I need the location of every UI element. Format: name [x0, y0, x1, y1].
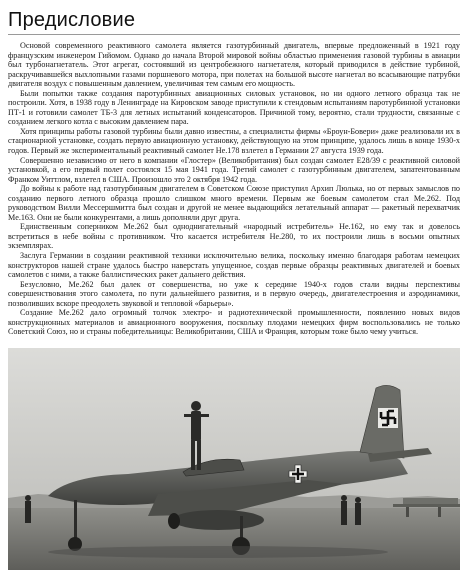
engine-intake — [168, 513, 180, 529]
aircraft-shadow — [48, 546, 388, 558]
paragraph-6: Единственным соперником Me.262 был одноднигательный «народный истребитель» Не.162, но ему так и довелось встретиться в небе войны с противником. Что касается истребителя Не.280, то их построили лишь в восьми опытных экземплярах. — [8, 222, 460, 251]
paragraph-3: Хотя принципы работы газовой турбины были давно известны, а специалисты фирмы «Броун-Бовери» даже реализовали их в стационарной установке, создать первую авиационную установку, действующую на этом принципе, удалось лишь в конце 1930-х годов. Первый же экспериментальный реактивный самолет Не.178 взлетел в Германии 27 августа 1939 года. — [8, 126, 460, 156]
paragraph-7: Заслуга Германии в создании реактивной техники исключительно велика, поскольку именно благодаря работам немецких конструкторов нашей стране удалось быстро наверстать упущенное, создав первые образцы реактивных двигателей и боевых самолетов с ними, а также баллистических ракет дальнего действия. — [8, 251, 460, 280]
tail-marking-icon — [378, 408, 398, 428]
paragraph-4: Совершенно независимо от него в компании «Глостер» (Великобритания) был создан самолет Е28/39 с реактивной силовой установкой, а его первый полет состоялся 15 мая 1941 года. Третий самолет с газотурбинным двигателем, запатентованным Франком Уиттлом, взлетел в США. Произошло это 2 октября 1942 года. — [8, 155, 460, 184]
paragraph-1: Основой современного реактивного самолета является газотурбинный двигатель, впервые предложенный в 1921 году французским инженером Гийомом. Однако до начала Второй мировой войны областью применения газовой турбины в авиации был турбонагнетатель. Этот агрегат, состоявший из центробежного нагнетателя, который приводился в действие турбиной, раскручивавшейся выхлопными газами поршневого мотора, при полетах на большой высоте нагнетал во всасывающие патрубки двигателя воздух с повышенным давлением, увеличивая тем самым его мощность. — [8, 41, 460, 89]
paragraph-8: Безусловно, Me.262 был далек от совершенства, но уже к середине 1940-х годов стали видны перспективы совершенствования этого самолета, по пути дальнейшего развития, и в первую очередь, двигателестроения и аэродинамики, позволивших вскоре преодолеть звуковой и тепловой «барьеры». — [8, 279, 460, 308]
aircraft-photo-image — [8, 348, 460, 570]
paragraph-2: Были попытки также создания паротурбинных авиационных силовых установок, но ни одного летного образца так не построили. Хотя, в 1938 году в Ленинграде на Кировском заводе приступили к стендовым испытаниям паротурбинной установки ПТ-1 и готовили самолет ТБ-3 для летных испытаний конденсаторов. Причиной тому, вероятно, стали трудности, связанные с созданием легкого котла с высоким давлением пара. — [8, 88, 460, 127]
preface-text — [8, 41, 460, 337]
title-divider — [8, 34, 460, 35]
aircraft-photo — [8, 348, 460, 570]
jet-engine-left — [172, 510, 264, 530]
page-title: Предисловие — [8, 9, 136, 31]
nose-gear — [74, 500, 77, 540]
paragraph-9: Создание Me.262 дало огромный толчок электро- и радиотехнической промышленности, появлению новых видов конструкционных материалов и авиационного вооружения, поскольку плодами немецких фирм воспользовались не только Советский Союз, но и страны победительницы: Великобритании, США и Франция, которым тоже было чему учиться. — [8, 308, 460, 337]
paragraph-5: До войны к работе над газотурбинным двигателем в Советском Союзе приступил Архип Люлька, но от первых замыслов по созданию первого летного образца прошло слишком много времени. Первым же боевым самолетом стал Me.262. Под руководством Вилли Мессершмитта был создан и другой не менее выдающийся летательный аппарат — ракетный перехватчик Me.163. Они не были конкурентами, а лишь дополняли друг друга. — [8, 184, 460, 222]
